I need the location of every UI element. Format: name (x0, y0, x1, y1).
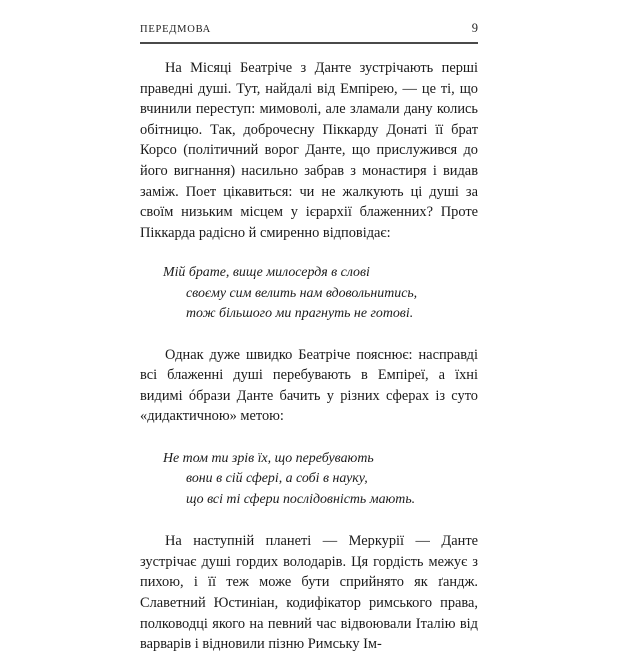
verse-line: своєму сим велить нам вдовольнитись, (186, 285, 418, 301)
paragraph-3: На наступній планеті — Меркурії — Данте зустрічає душі гордих володарів. Ця гордість межує з пихою, і її теж може бути сприйнято як ґандж. Славетний Юстиніан, кодифікатор римського права, полководці якого на певний час відвоювали Італію від варварів і відновили пізню Римську Ім- (140, 533, 478, 653)
verse-line: Мій брате, вище милосердя в слові (163, 265, 370, 281)
verse-line: вони в сій сфері, а собі в науку, (186, 471, 368, 487)
verse-line: Не том ти зрів їх, що перебувають (163, 450, 374, 466)
page-number: 9 (471, 21, 478, 35)
running-header (140, 22, 478, 46)
body-text-block (140, 58, 478, 655)
verse-block-2 (140, 449, 478, 510)
header-row (140, 22, 478, 38)
paragraph-1: На Місяці Беатріче з Данте зустрічають перші праведні душі. Тут, найдалі від Емпірею, — це ті, що вчинили переступ: мимоволі, але зламали дану колись обітницю. Так, доброчесну Піккарду Донаті її брат Корсо (політичний ворог Данте, що прислужився до його вигнання) насильно забрав з монастиря і видав заміж. Поет цікавиться: чи не жалкують ці душі за своїм низьким місцем у ієрархії блаженних? Проте Піккарда радісно й смиренно відповідає: (140, 60, 478, 241)
verse-line: що всі ті сфери послідовність мають. (186, 491, 416, 507)
verse-line: тож більшого ми прагнуть не готові. (186, 306, 414, 322)
header-divider-rule (140, 42, 478, 44)
paragraph-2: Однак дуже швидко Беатріче пояснює: насправді всі блаженні душі перебувають в Емпіреї, а їхні видимі óбрази Данте бачить у різних сферах із суто «дидактичною» метою: (140, 346, 478, 425)
header-chapter-title: ПЕРЕДМОВА (140, 24, 212, 35)
verse-block-1 (140, 263, 478, 324)
